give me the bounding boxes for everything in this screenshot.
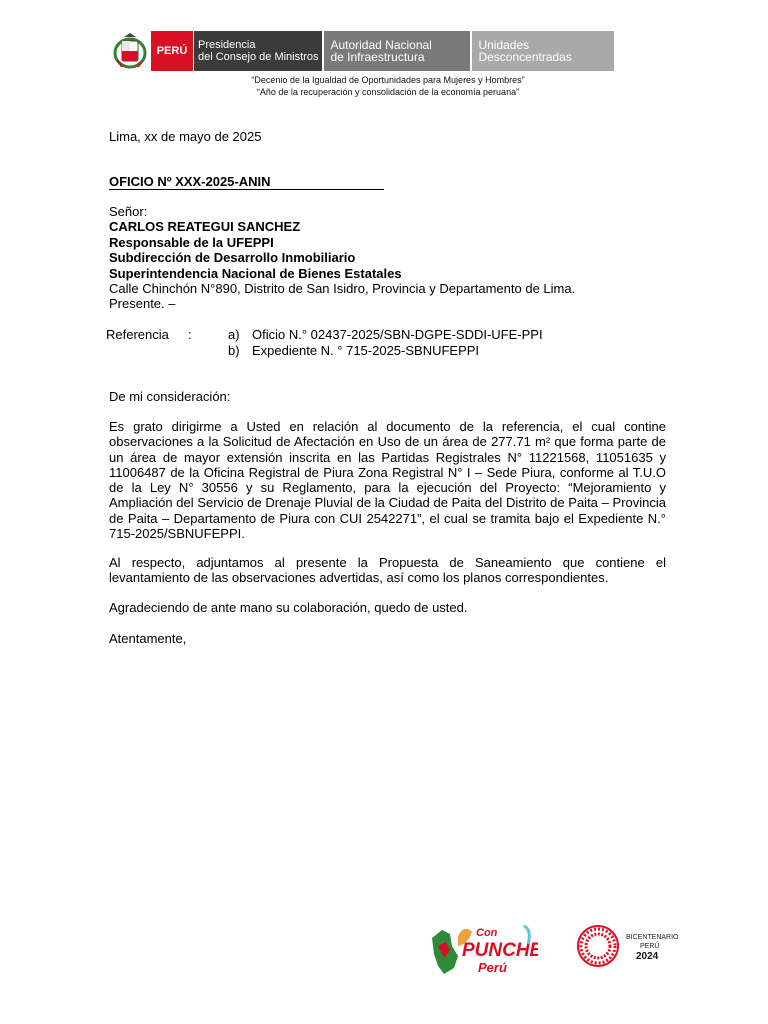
svg-text:Perú: Perú [478,960,507,975]
bicentenario-text: BICENTENARIO [626,934,679,941]
paragraph-thanks: Agradeciendo de ante mano su colaboración, quedo de usted. [109,600,468,615]
reference-text: Expediente N. ° 715-2025-SBNUFEPPI [252,343,480,358]
reference-item [228,343,479,358]
recipient-address: Calle Chinchón N°890, Distrito de San Isidro, Provincia y Departamento de Lima. [109,281,576,296]
reference-colon: : [188,327,192,342]
recipient-subdirection: Subdirección de Desarrollo Inmobiliario [109,250,356,265]
pcm-line-2: del Consejo de Ministros [198,51,319,63]
pcm-block [193,31,322,71]
reference-text: Oficio N.° 02437-2025/SBN-DGPE-SDDI-UFE-PPI [252,327,543,342]
pcm-line-1: Presidencia [198,39,256,51]
peru-label: PERÚ [151,31,193,71]
anin-line-2: de Infraestructura [330,50,425,64]
anin-line-1: Autoridad Nacional [330,38,432,52]
coat-of-arms-icon [110,31,150,71]
place-date: Lima, xx de mayo de 2025 [109,129,262,144]
svg-text:PUNCHE: PUNCHE [462,940,538,961]
bicentenario-year: 2024 [636,951,659,962]
bicentenario-peru-text: PERÚ [640,943,660,950]
closing: Atentamente, [109,631,187,646]
reference-letter: a) [228,327,240,342]
con-punche-peru-logo [428,916,538,980]
greeting: De mi consideración: [109,389,231,404]
motto-year: “Año de la recuperación y consolidación de la economía peruana” [256,87,520,97]
recipient-role: Responsable de la UFEPPI [109,235,274,250]
unit-line-1: Unidades [478,38,530,52]
institutional-header [110,31,614,71]
reference-item [228,327,543,342]
recipient-name: CARLOS REATEGUI SANCHEZ [109,219,301,234]
svg-text:Con: Con [476,927,498,939]
unit-line-2: Desconcentradas [478,50,572,64]
paragraph-body: Es grato dirigirme a Usted en relación al documento de la referencia, el cual contine observaciones a la Solicitud de Afectación en Uso de un área de 277.71 m² que forma parte de un área de mayor extensión inscrita en las Partidas Registrales N° 11221568, 11051635 y 11006487 de la Oficina Registral de Piura Zona Registral N° I – Sede Piura, conforme al T.U.O de la Ley N° 30556 y su Reglamento, para la ejecución del Proyecto: “Mejoramiento y Ampliación del Servicio de Drenaje Pluvial de la Ciudad de Paita del Distrito de Paita – Provincia de Paita – Departamento de Piura con CUI 2542271”, el cual se tramita bajo el Expediente N.° 715-2025/SBNUFEPPI. [109,419,666,542]
oficio-number: OFICIO Nº XXX-2025-ANIN [109,175,384,190]
reference-label: Referencia [106,327,169,342]
presente: Presente. – [109,296,176,311]
motto-decenio: “Decenio de la Igualdad de Oportunidades para Mujeres y Hombres” [251,75,525,85]
recipient-organization: Superintendencia Nacional de Bienes Estatales [109,266,402,281]
bicentenario-logo [574,922,684,970]
unit-block [470,31,614,71]
reference-letter: b) [228,343,240,358]
salutation: Señor: [109,204,148,219]
paragraph-attachment: Al respecto, adjuntamos al presente la Propuesta de Saneamiento que contiene el levantamiento de las observaciones advertidas, así como los planos correspondientes. [109,555,666,586]
anin-block [322,31,470,71]
